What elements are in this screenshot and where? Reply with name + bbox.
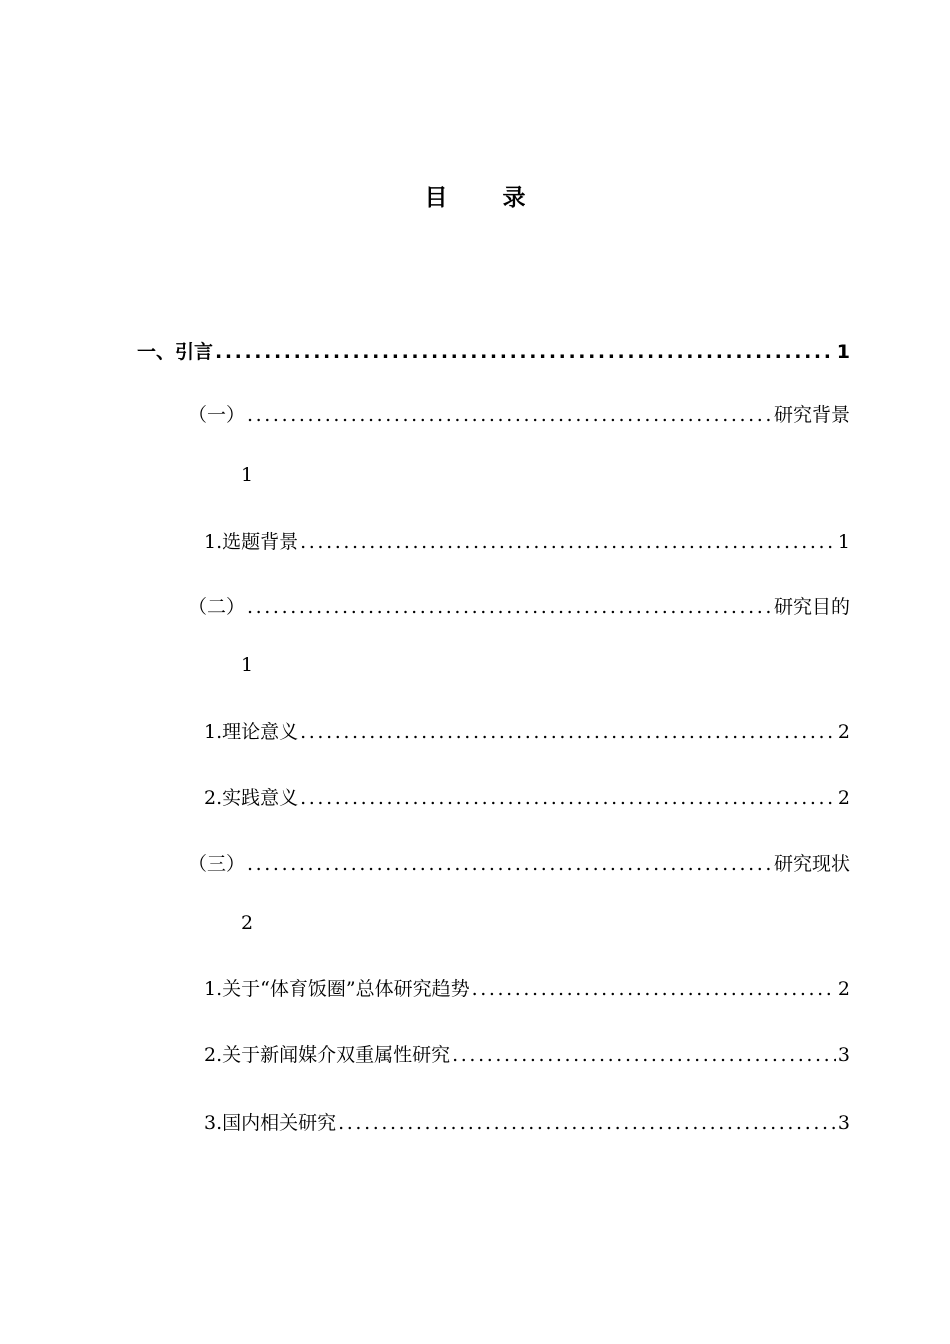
- toc-entry-number: 一、: [137, 341, 176, 363]
- toc-entry-page: 1: [836, 341, 850, 363]
- toc-entry-page: 1: [241, 654, 254, 676]
- toc-entry-number: 2.: [204, 1044, 223, 1066]
- toc-entry-sub1-item1[interactable]: [204, 529, 850, 555]
- toc-entry-number: 1.: [204, 978, 223, 1000]
- toc-entry-sub1[interactable]: [188, 402, 850, 428]
- toc-entry-label: 国内相关研究: [222, 1112, 337, 1134]
- toc-entry-label: 理论意义: [222, 721, 299, 743]
- toc-title-part1: 目: [424, 185, 448, 211]
- dot-leader: [472, 976, 836, 1002]
- toc-entry-number: （三）: [188, 853, 246, 875]
- toc-entry-page: 1: [837, 531, 850, 553]
- toc-entry-label: 研究目的: [773, 596, 850, 618]
- dot-leader: [338, 1110, 836, 1136]
- toc-entry-sub3-item1[interactable]: [204, 976, 850, 1002]
- toc-entry-label: 研究背景: [773, 404, 850, 426]
- toc-entry-number: 1.: [204, 721, 223, 743]
- toc-entry-label: 研究现状: [773, 853, 850, 875]
- dot-leader: [452, 1042, 836, 1068]
- toc-entry-label: 引言: [175, 341, 214, 363]
- dot-leader: [215, 339, 835, 365]
- toc-entry-label: 实践意义: [222, 787, 299, 809]
- dot-leader: [247, 851, 772, 877]
- toc-entry-number: （一）: [188, 404, 246, 426]
- toc-entry-sub2-item1[interactable]: [204, 719, 850, 745]
- dot-leader: [300, 719, 836, 745]
- toc-entry-page: 2: [241, 912, 254, 934]
- toc-entry-sub2-item2[interactable]: [204, 785, 850, 811]
- toc-entry-label: 选题背景: [222, 531, 299, 553]
- toc-entry-page: 3: [837, 1044, 850, 1066]
- toc-entry-page: 2: [837, 787, 850, 809]
- toc-entry-sub2[interactable]: [188, 594, 850, 620]
- dot-leader: [300, 529, 836, 555]
- toc-title: [0, 182, 950, 214]
- toc-entry-page: 2: [837, 978, 850, 1000]
- toc-entry-number: 2.: [204, 787, 223, 809]
- dot-leader: [247, 594, 772, 620]
- toc-entry-number: 3.: [204, 1112, 223, 1134]
- toc-entry-number: （二）: [188, 596, 246, 618]
- toc-entry-label: 关于新闻媒介双重属性研究: [222, 1044, 451, 1066]
- toc-title-part2: 录: [502, 185, 526, 211]
- toc-entry-section1[interactable]: [137, 339, 850, 365]
- dot-leader: [247, 402, 772, 428]
- toc-entry-page: 1: [241, 464, 254, 486]
- dot-leader: [300, 785, 836, 811]
- toc-entry-number: 1.: [204, 531, 223, 553]
- toc-entry-page: 2: [837, 721, 850, 743]
- toc-entry-sub3-item2[interactable]: [204, 1042, 850, 1068]
- toc-entry-sub3[interactable]: [188, 851, 850, 877]
- toc-entry-page: 3: [837, 1112, 850, 1134]
- toc-entry-label: 关于“体育饭圈”总体研究趋势: [222, 978, 470, 1000]
- toc-entry-sub3-item3[interactable]: [204, 1110, 850, 1136]
